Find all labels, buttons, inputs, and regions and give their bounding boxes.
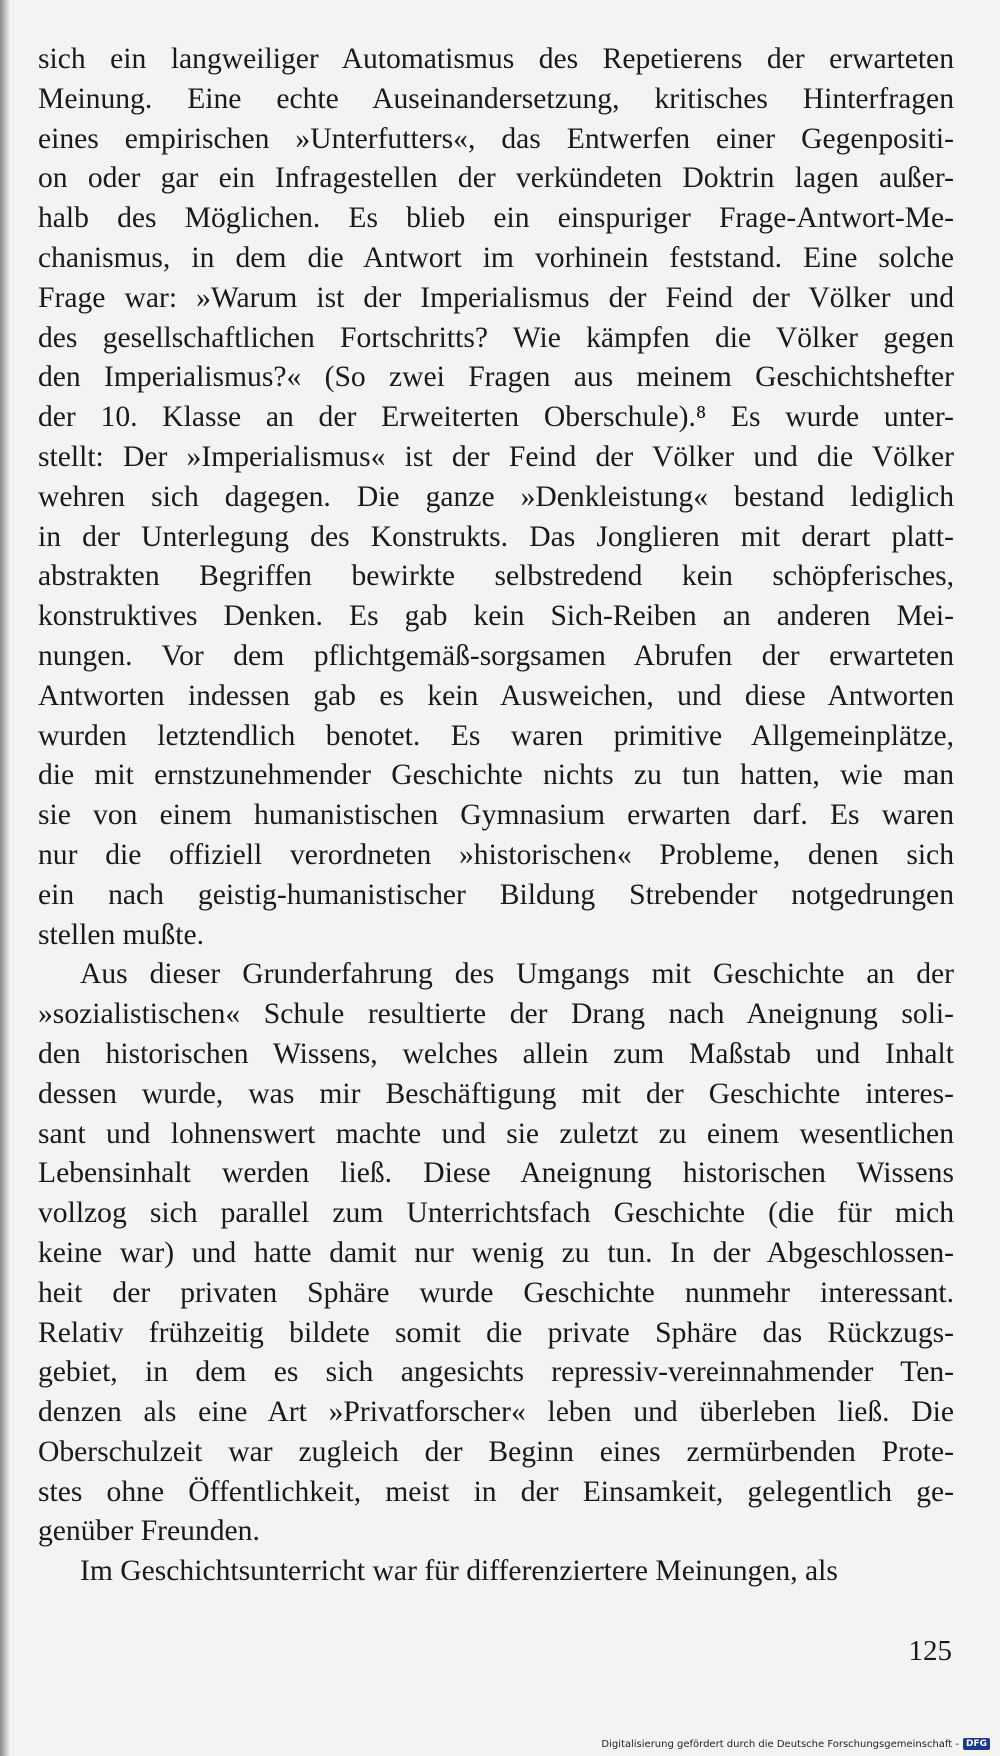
body-text: [38, 40, 954, 1592]
text-line: stellen mußte.: [38, 918, 205, 951]
text-line: heit der privaten Sphäre wurde Geschichte nunmehr interessant.: [38, 1276, 954, 1309]
text-line: Frage war: »Warum ist der Imperialismus der Feind der Völker und: [38, 281, 954, 314]
digitization-footer: [601, 1738, 990, 1750]
text-line: in der Unterlegung des Konstrukts. Das Jonglieren mit derart platt-: [38, 520, 954, 553]
text-line: den historischen Wissens, welches allein zum Maßstab und Inhalt: [38, 1037, 954, 1070]
text-line: keine war) und hatte damit nur wenig zu tun. In der Abgeschlossen-: [38, 1236, 954, 1269]
text-line: vollzog sich parallel zum Unterrichtsfach Geschichte (die für mich: [38, 1197, 954, 1230]
text-line: dessen wurde, was mir Beschäftigung mit der Geschichte interes-: [38, 1077, 954, 1110]
text-line: abstrakten Begriffen bewirkte selbstredend kein schöpferisches,: [38, 560, 954, 593]
text-line: denzen als eine Art »Privatforscher« leben und überleben ließ. Die: [38, 1396, 954, 1429]
text-line: stellt: Der »Imperialismus« ist der Feind der Völker und die Völker: [38, 440, 954, 473]
text-line: chanismus, in dem die Antwort im vorhinein feststand. Eine solche: [38, 241, 954, 274]
text-line: wurden letztendlich benotet. Es waren primitive Allgemeinplätze,: [38, 719, 954, 752]
text-line: Relativ frühzeitig bildete somit die private Sphäre das Rückzugs-: [38, 1316, 954, 1349]
text-line: nur die offiziell verordneten »historischen« Probleme, denen sich: [38, 838, 954, 871]
text-line: stes ohne Öffentlichkeit, meist in der Einsamkeit, gelegentlich ge-: [38, 1475, 954, 1508]
text-line: der 10. Klasse an der Erweiterten Oberschule).⁸ Es wurde unter-: [38, 401, 954, 434]
page-gutter-shadow: [0, 0, 10, 1756]
text-line: wehren sich dagegen. Die ganze »Denkleistung« bestand lediglich: [38, 480, 954, 513]
text-line: Lebensinhalt werden ließ. Diese Aneignung historischen Wissens: [38, 1157, 954, 1190]
text-line: halb des Möglichen. Es blieb ein einspuriger Frage-Antwort-Me-: [38, 202, 954, 235]
paragraph: [38, 1552, 954, 1592]
text-line: Meinung. Eine echte Auseinandersetzung, kritisches Hinterfragen: [38, 82, 954, 115]
text-line: konstruktives Denken. Es gab kein Sich-Reiben an anderen Mei-: [38, 600, 954, 633]
text-line: des gesellschaftlichen Fortschritts? Wie kämpfen die Völker gegen: [38, 321, 954, 354]
page-number: 125: [908, 1635, 952, 1667]
dfg-logo: DFG: [963, 1738, 990, 1750]
text-line: eines empirischen »Unterfutters«, das Entwerfen einer Gegenpositi-: [38, 122, 954, 155]
text-line: »sozialistischen« Schule resultierte der Drang nach Aneignung soli-: [38, 998, 954, 1031]
text-line: sich ein langweiliger Automatismus des Repetierens der erwarteten: [38, 43, 954, 75]
text-line: sie von einem humanistischen Gymnasium erwarten darf. Es waren: [38, 799, 954, 832]
text-line: Im Geschichtsunterricht war für differenziertere Meinungen, als: [80, 1555, 838, 1588]
paragraph: [38, 40, 954, 955]
text-line: die mit ernstzunehmender Geschichte nichts zu tun hatten, wie man: [38, 759, 954, 792]
text-line: genüber Freunden.: [38, 1515, 260, 1548]
text-line: on oder gar ein Infragestellen der verkündeten Doktrin lagen außer-: [38, 162, 954, 195]
footer-text: Digitalisierung gefördert durch die Deutsche Forschungsgemeinschaft -: [601, 1738, 959, 1750]
text-line: Antworten indessen gab es kein Ausweichen, und diese Antworten: [38, 679, 954, 712]
text-line: nungen. Vor dem pflichtgemäß-sorgsamen Abrufen der erwarteten: [38, 639, 954, 672]
paragraph: [38, 955, 954, 1552]
text-line: sant und lohnenswert machte und sie zuletzt zu einem wesentlichen: [38, 1117, 954, 1150]
text-line: Aus dieser Grunderfahrung des Umgangs mit Geschichte an der: [80, 958, 954, 991]
text-line: den Imperialismus?« (So zwei Fragen aus meinem Geschichtshefter: [38, 361, 954, 394]
text-line: ein nach geistig-humanistischer Bildung Strebender notgedrungen: [38, 878, 954, 911]
text-line: gebiet, in dem es sich angesichts repressiv-vereinnahmender Ten-: [38, 1356, 954, 1389]
text-line: Oberschulzeit war zugleich der Beginn eines zermürbenden Prote-: [38, 1435, 954, 1468]
